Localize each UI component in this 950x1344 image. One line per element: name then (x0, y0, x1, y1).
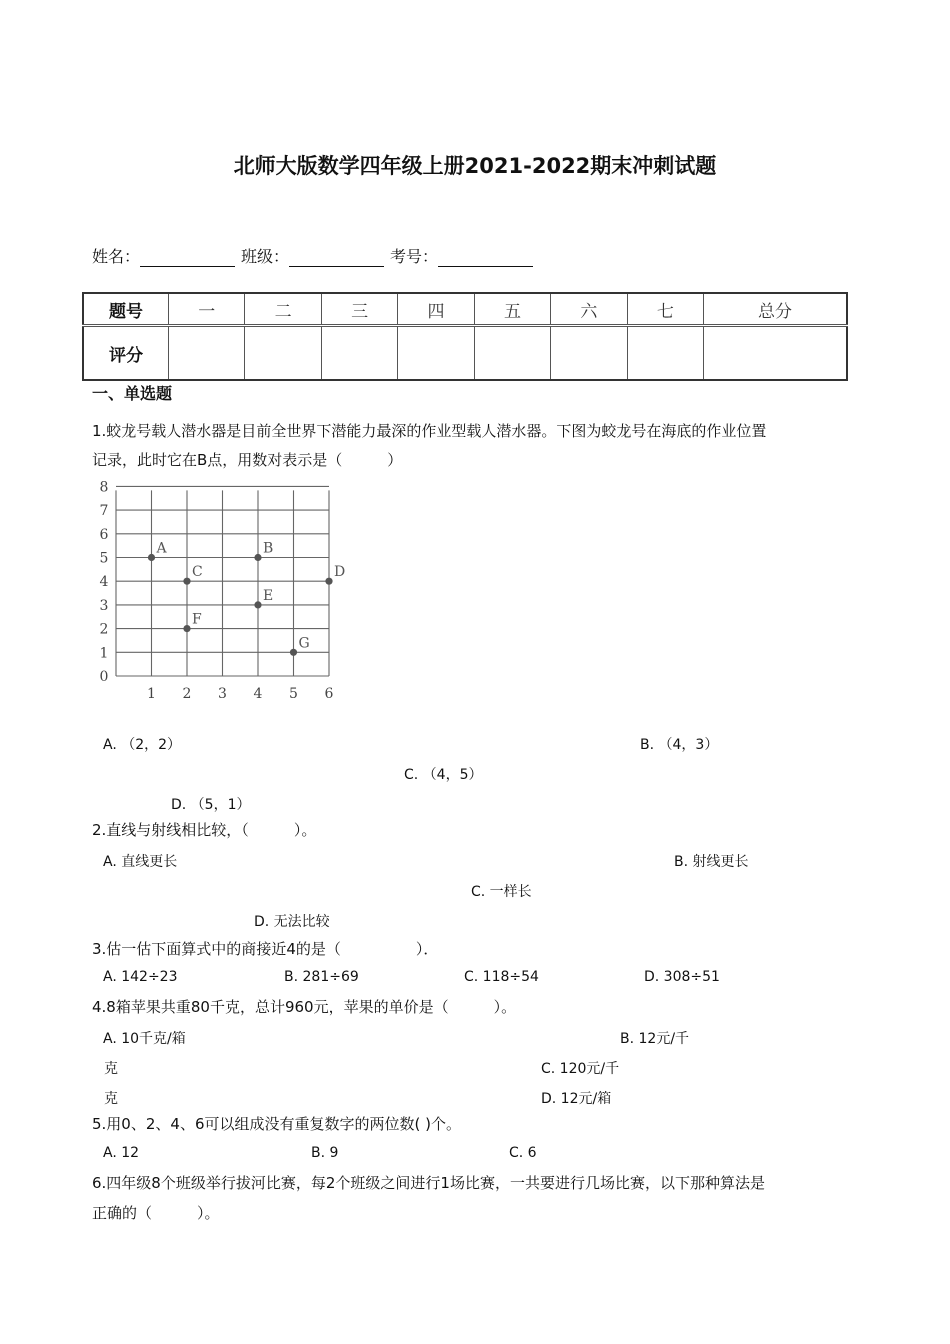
y-tick-label: 0 (99, 669, 109, 685)
q1-option-c[interactable]: C. （4，5） (404, 767, 483, 783)
q2-option-d[interactable]: D. 无法比较 (254, 914, 330, 930)
q4-option-c[interactable]: C. 120元/千 (541, 1061, 620, 1077)
q1-option-b[interactable]: B. （4，3） (640, 737, 719, 753)
grid-point (254, 601, 261, 608)
student-info-line (92, 244, 539, 267)
grid-point-label: E (263, 587, 274, 604)
grid-point-label: F (192, 611, 202, 628)
question-4: 4.8箱苹果共重80千克，总计960元，苹果的单价是（ ）。 (92, 998, 517, 1016)
q3-option-d[interactable]: D. 308÷51 (644, 969, 720, 985)
score-cell[interactable] (474, 326, 550, 381)
grid-point-label: C (192, 564, 203, 581)
score-cell[interactable] (398, 326, 474, 381)
class-blank[interactable] (289, 248, 384, 267)
score-table-score-row (83, 326, 847, 381)
score-col-2: 二 (245, 293, 321, 326)
grid-point (183, 578, 190, 585)
score-col-4: 四 (398, 293, 474, 326)
y-tick-label: 2 (99, 621, 109, 638)
score-cell[interactable] (321, 326, 397, 381)
question-1-line-1: 1.蛟龙号载人潜水器是目前全世界下潜能力最深的作业型载人潜水器。下图为蛟龙号在海底的作业位置 (92, 422, 767, 440)
score-cell[interactable] (245, 326, 321, 381)
question-2: 2.直线与射线相比较，（ ）。 (92, 821, 317, 839)
x-tick-label: 3 (218, 686, 227, 702)
name-label: 姓名： (92, 247, 141, 266)
score-table-header-label: 题号 (83, 293, 169, 326)
exam-no-label: 考号： (390, 247, 439, 266)
y-tick-label: 4 (99, 574, 109, 591)
y-tick-label: 5 (99, 550, 109, 567)
y-tick-label: 3 (99, 597, 109, 614)
y-tick-label: 7 (99, 503, 109, 520)
grid-point-label: D (334, 564, 346, 581)
q4-option-b[interactable]: B. 12元/千 (620, 1031, 690, 1047)
q5-option-c[interactable]: C. 6 (509, 1145, 537, 1161)
y-tick-label: 8 (99, 479, 109, 496)
y-tick-label: 6 (99, 526, 109, 543)
x-tick-label: 5 (289, 686, 298, 702)
q4-option-c-wrap: 克 (104, 1091, 118, 1107)
score-col-3: 三 (321, 293, 397, 326)
coordinate-grid-figure (90, 476, 350, 706)
q2-option-c[interactable]: C. 一样长 (471, 884, 532, 900)
score-cell[interactable] (169, 326, 245, 381)
grid-point-label: G (298, 635, 310, 652)
grid-point-label: A (156, 540, 167, 557)
question-6-line-1: 6.四年级8个班级举行拔河比赛，每2个班级之间进行1场比赛，一共要进行几场比赛，以下那种算法是 (92, 1174, 765, 1192)
q4-option-b-wrap: 克 (104, 1061, 118, 1077)
score-col-total: 总分 (704, 293, 847, 326)
score-cell[interactable] (704, 326, 847, 381)
q5-option-a[interactable]: A. 12 (103, 1145, 140, 1161)
exam-no-blank[interactable] (438, 248, 533, 267)
score-col-6: 六 (551, 293, 627, 326)
x-tick-label: 6 (324, 686, 334, 702)
q4-option-a[interactable]: A. 10千克/箱 (103, 1031, 186, 1047)
question-1-line-2: 记录，此时它在B点，用数对表示是（ ） (92, 451, 403, 469)
score-col-5: 五 (474, 293, 550, 326)
score-table-score-label: 评分 (83, 326, 169, 381)
score-table-header-row (83, 293, 847, 326)
q4-option-d[interactable]: D. 12元/箱 (541, 1091, 612, 1107)
class-label: 班级： (241, 247, 290, 266)
q2-option-b[interactable]: B. 射线更长 (674, 854, 749, 870)
name-blank[interactable] (140, 248, 235, 267)
q5-option-b[interactable]: B. 9 (311, 1145, 339, 1161)
score-table (82, 292, 848, 381)
grid-point (183, 625, 190, 632)
grid-point (290, 649, 297, 656)
question-3: 3.估一估下面算式中的商接近4的是（ ）． (92, 940, 439, 958)
question-5: 5.用0、2、4、6可以组成没有重复数字的两位数( )个。 (92, 1115, 461, 1133)
page-title: 北师大版数学四年级上册2021-2022期末冲刺试题 (233, 154, 717, 178)
q1-option-d[interactable]: D. （5，1） (171, 797, 251, 813)
score-cell[interactable] (551, 326, 627, 381)
x-tick-label: 2 (182, 686, 192, 702)
question-6-line-2: 正确的（ ）。 (92, 1204, 220, 1222)
q2-option-a[interactable]: A. 直线更长 (103, 854, 178, 870)
score-col-1: 一 (169, 293, 245, 326)
grid-point (254, 554, 261, 561)
grid-point-label: B (263, 540, 274, 557)
score-col-7: 七 (627, 293, 703, 326)
y-tick-label: 1 (99, 645, 109, 662)
q3-option-c[interactable]: C. 118÷54 (464, 969, 539, 985)
q3-option-a[interactable]: A. 142÷23 (103, 969, 178, 985)
q3-option-b[interactable]: B. 281÷69 (284, 969, 359, 985)
x-tick-label: 4 (253, 686, 263, 702)
score-cell[interactable] (627, 326, 703, 381)
grid-point (325, 578, 332, 585)
q1-option-a[interactable]: A. （2，2） (103, 737, 182, 753)
section-title: 一、单选题 (92, 384, 173, 403)
x-tick-label: 1 (147, 686, 156, 702)
grid-point (148, 554, 155, 561)
